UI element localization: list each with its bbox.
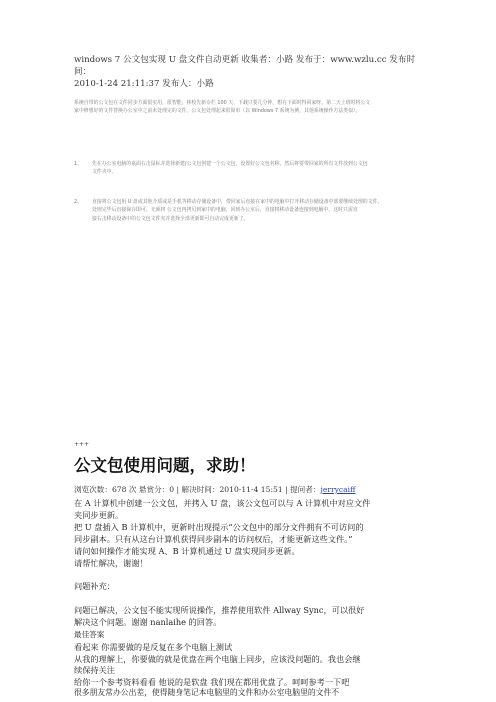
step-number: 2、 <box>74 199 83 205</box>
asker-link[interactable]: jerrycaiff <box>320 485 356 494</box>
answer-line: 给你一个参考资料看看 他说的是软盘 我们现在都用优盘了。呵呵参考一下吧 <box>74 677 350 687</box>
step-line: 处理完毕后直接保存即可。无须将 公文包再拷贝到家中的电脑，回到办公室后，直接将移动设备连接到电脑中，这时只需直 <box>92 207 358 214</box>
answer-line: 续保持关注 <box>74 665 115 675</box>
body-line: 在 A 计算机中创建一公文包，并拷入 U 盘，该公文包可以与 A 计算机中对应文件 <box>74 498 371 508</box>
separator: +++ <box>74 441 90 448</box>
body-line: 夹同步更新。 <box>74 510 124 520</box>
answer-line: 很多朋友常办公出差，使得随身笔记本电脑里的文件和办公室电脑里的文件不 <box>74 688 340 697</box>
step-line: 直接将公文包用 U 盘或其他介质或是手机等移动存储设备中，带回家后直接在家中的电脑中打开移动存储设备中部要继续处理的文件， <box>92 199 383 205</box>
best-answer-label: 最佳答案 <box>74 630 105 639</box>
header-line-1: windows 7 公文包实现 U 盘文件自动更新 收集者：小路 发布于：www.wzlu.cc 发布时间： <box>74 55 416 77</box>
meta-text: 浏览次数：678 次 悬赏分：0 | 解决时间：2010-11-4 15:51 | 提问者： <box>74 485 321 494</box>
article-header <box>74 54 420 90</box>
body-line: 请问如何操作才能实现 A、B 计算机通过 U 盘实现同步更新。 <box>74 546 300 556</box>
intro-line-2: 家中修想好的文件替换办公室中之前未处理完的文件。公文包处理起来很简单（以 Windows 7 系统为例，其他系统操作方法类似）。 <box>74 108 361 114</box>
step-line: 文件夹中。 <box>92 169 117 176</box>
step-line: 接右击移动设备中的公文包文件夹并选择全部更新即可自动完成更新了。 <box>92 215 249 222</box>
question-title: 公文包使用问题，求助！ <box>74 456 256 475</box>
body-line: 问题已解决，公文包不能实现所说操作，推荐使用软件 Allway Sync，可以很好 <box>74 605 365 615</box>
body-line: 同步副本。只有从这台计算机获得同步副本的访问权后，才能更新这些文件。” <box>74 534 353 544</box>
body-line: 把 U 盘插入 B 计算机中，更新时出现提示“公文包中的部分文件拥有不可访问的 <box>74 522 364 532</box>
answer-line: 看起来 你需要做的是反复在多个电脑上测试 <box>74 642 233 652</box>
body-line: 解决这个问题。谢谢 nanlaihe 的回答。 <box>74 617 222 627</box>
intro-paragraph <box>74 99 424 115</box>
step-line: 先在办公室电脑的桌面右击鼠标并选择新建/公文包创建一个公文包，设置好公文包名称，然后将要带回家的所有文件放到公文包 <box>92 161 368 167</box>
body-line: 请帮忙解决，谢谢！ <box>74 558 148 568</box>
question-meta <box>74 485 424 495</box>
answer-line: 从我的理解上，你要做的就是优盘在两个电脑上同步，应该没问题的。我也会继 <box>74 654 361 664</box>
supplement-label: 问题补充： <box>74 581 115 591</box>
step-number: 1、 <box>74 161 83 167</box>
intro-line-1: 系统自带的公文包在文件同步方面很实用，很智能，林校先新专栏 100 天，下载只要几分钟，想在下面时得回家呀，第二天上班时将公文 <box>74 100 371 106</box>
header-line-2: 2010-1-24 21:11:37 发布人：小路 <box>74 79 214 89</box>
